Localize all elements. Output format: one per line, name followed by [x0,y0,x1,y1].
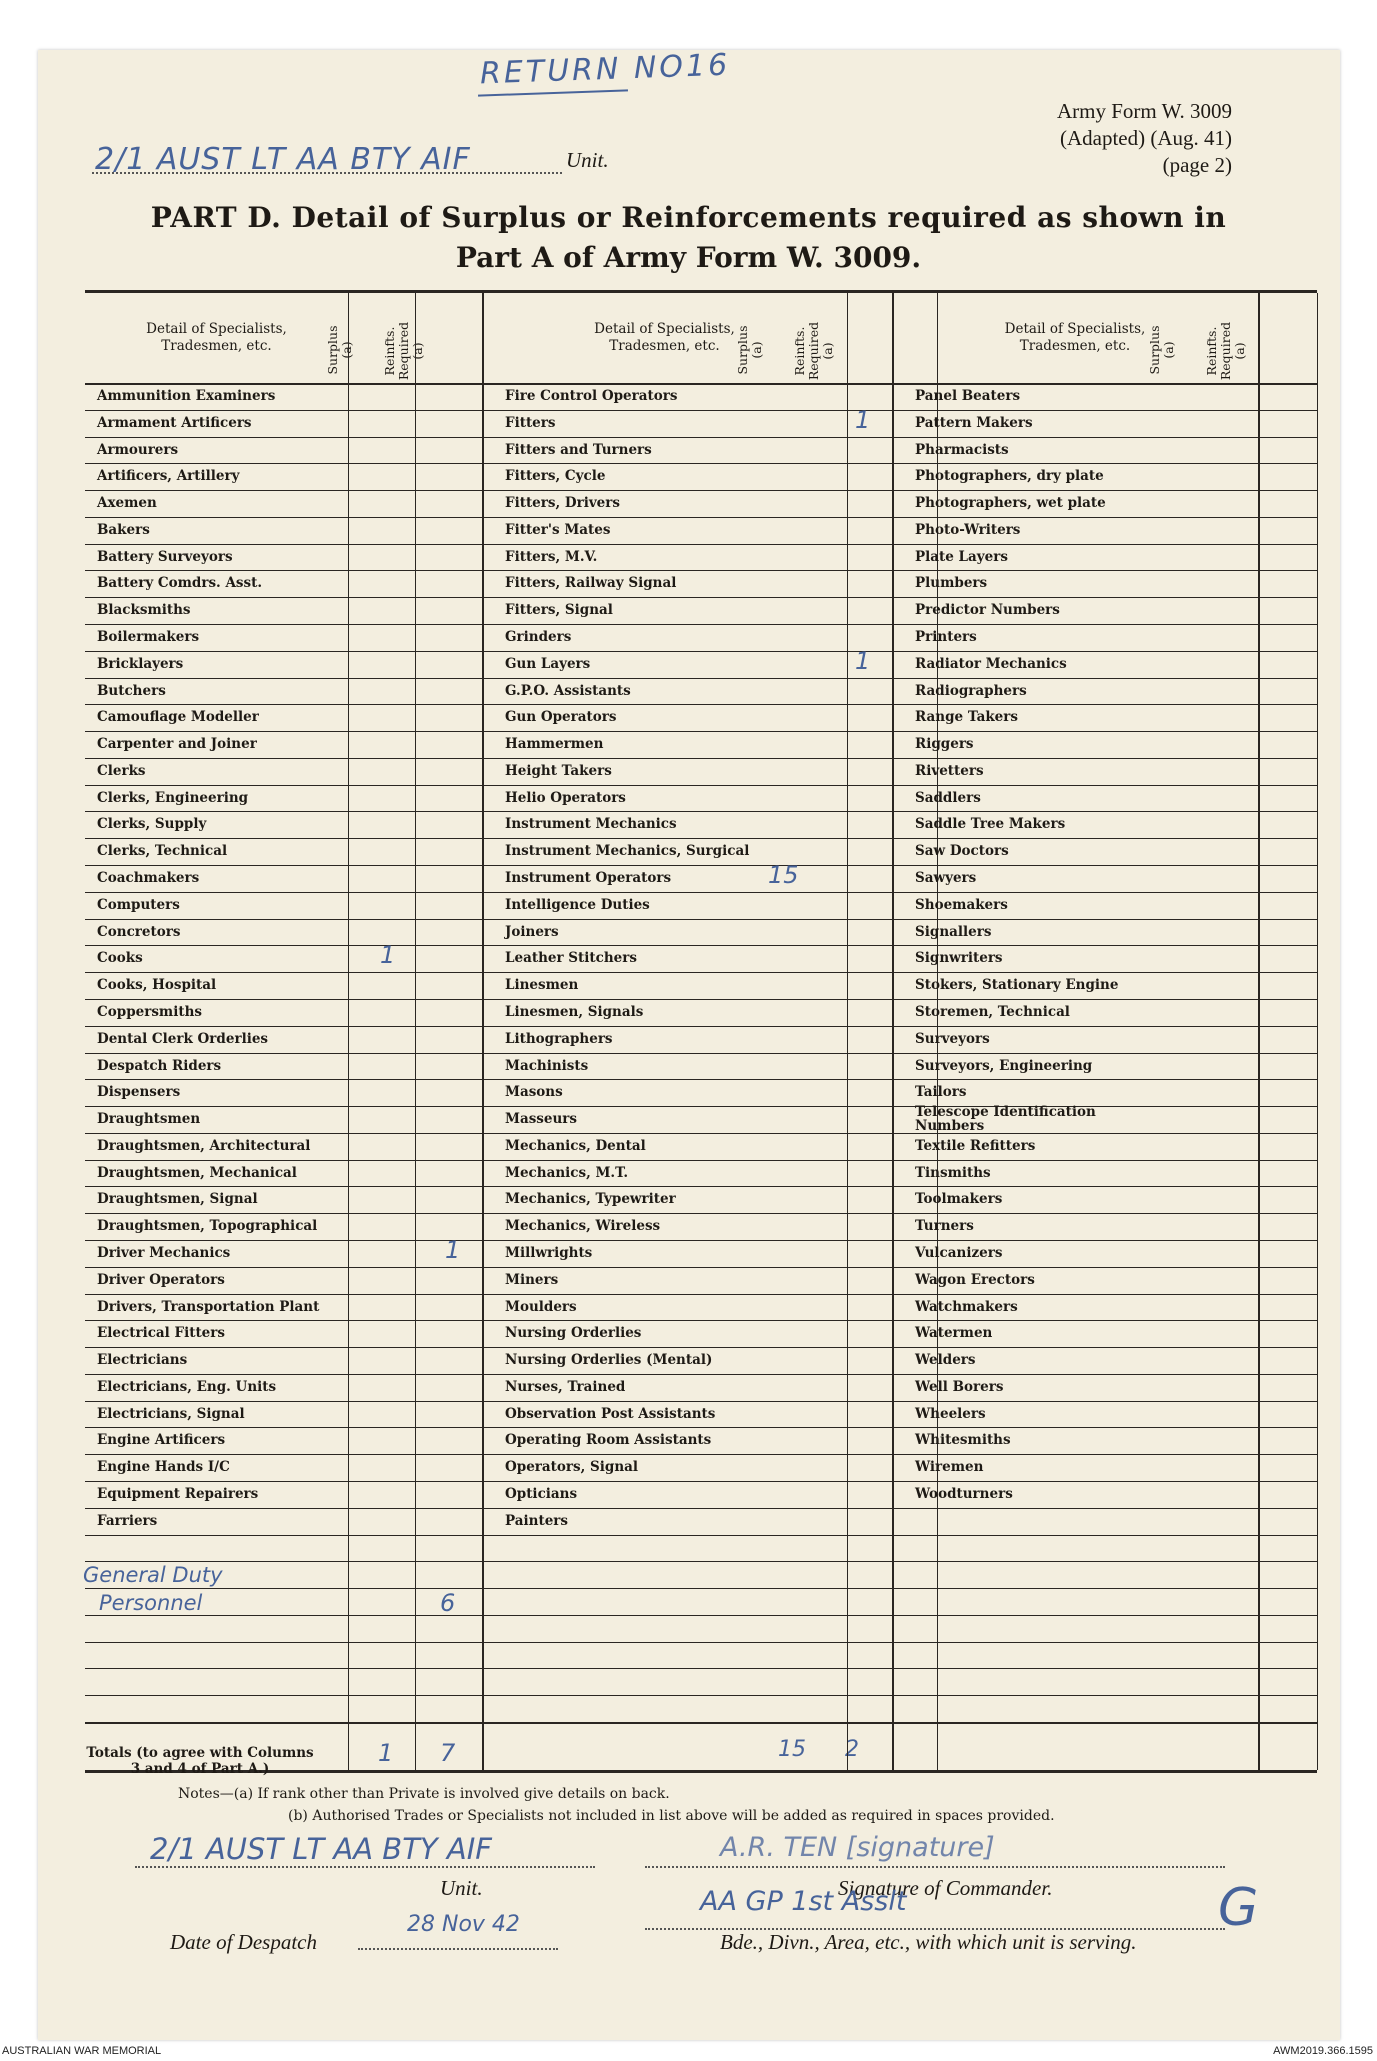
trade-col3-row: Watermen [915,1325,993,1342]
trade-col2-row: Masons [505,1084,563,1101]
trade-col1-row: Electricians, Signal [97,1405,245,1422]
row-rule [85,972,1317,973]
trade-col2-row: Fitters, M.V. [505,548,598,565]
trade-col3-row: Saddlers [915,789,981,806]
trade-col3-row: Plumbers [915,575,988,592]
signature-label: Signature of Commander. [838,1876,1053,1900]
column-rule [482,293,484,1770]
formation-handwriting: AA GP 1st Asslt [700,1886,907,1917]
trade-col3-row: Radiographers [915,682,1027,699]
trade-col1-row: Draughtsmen, Architectural [97,1137,311,1154]
footer-unit-label: Unit. [440,1876,483,1900]
total-col2-reinf: 2 [845,1737,859,1762]
row-rule [85,838,1317,839]
trade-col3-row: Surveyors, Engineering [915,1057,1093,1074]
trade-col2-row: Joiners [505,923,559,940]
column-rule [892,293,894,1770]
header-rule [85,383,1317,385]
trade-col1-row: Dispensers [97,1084,181,1101]
trade-col2-row: Lithographers [505,1030,613,1047]
trade-col2-row: Fire Control Operators [505,388,678,404]
trade-col3-row: Well Borers [915,1378,1004,1395]
trade-col2-row: Painters [505,1512,569,1529]
initials-handwriting: G [1218,1878,1259,1938]
row-rule [85,999,1317,1000]
trade-col3-row: Rivetters [915,762,984,779]
row-rule [85,919,1317,920]
row-rule [85,651,1317,652]
trade-col3-row: Tailors [915,1084,967,1101]
unit-dotted-line [92,172,562,174]
column-rule [1258,293,1260,1770]
row-rule [85,1240,1317,1241]
trade-col1-row: Cooks, Hospital [97,977,217,994]
trade-col2-row: Operating Room Assistants [505,1432,712,1449]
trade-col1-row: Clerks, Technical [97,843,228,860]
entry-reinf-mark: 1 [855,646,871,675]
reinf-sub: (a) [410,342,425,360]
trade-col3-row: Woodturners [915,1485,1013,1502]
row-rule [85,1695,1317,1696]
archive-credits [0,2044,1377,2061]
col1-header-line1: Detail of Specialists, [146,321,287,337]
note-b: (b) Authorised Trades or Specialists not included in list above will be added as required in spaces provided. [288,1808,1055,1824]
trade-col1-row: Coppersmiths [97,1003,202,1020]
commander-signature: A.R. TEN [signature] [720,1832,995,1863]
column-rule [348,293,349,1770]
trade-col1-row: Draughtsmen, Mechanical [97,1164,297,1181]
row-rule [85,570,1317,571]
row-rule [85,1668,1317,1669]
trade-col2-row: Nurses, Trained [505,1378,626,1395]
trade-col1-row: Driver Operators [97,1271,225,1288]
trade-col2-row: Nursing Orderlies (Mental) [505,1352,713,1369]
row-rule [85,945,1317,946]
column-rule [1317,293,1318,1770]
trade-col1-row: Battery Comdrs. Asst. [97,575,263,592]
trade-col1-row: Blacksmiths [97,602,191,619]
despatch-line [358,1948,558,1950]
trade-col1-row: Electricians [97,1352,188,1369]
title-line-1: PART D. Detail of Surplus or Reinforcements required as shown in [150,201,1227,234]
row-rule [85,811,1317,812]
surplus-label: Surplus [735,325,750,375]
trade-col2-row: Fitters, Signal [505,602,613,619]
row-rule [85,624,1317,625]
col2-surplus-header [736,320,766,380]
trade-col1-row: Electricians, Eng. Units [97,1378,277,1395]
trade-col3-row: Telescope Identification Numbers [915,1104,1096,1135]
row-rule [85,1186,1317,1187]
row-rule [85,1508,1317,1509]
row-rule [85,544,1317,545]
row-rule [85,785,1317,786]
trade-col3-row: Signwriters [915,950,1003,967]
col3-surplus-header [1148,320,1178,380]
trade-col2-row: Linesmen [505,977,579,994]
general-duty-line1: General Duty [83,1563,223,1587]
row-rule [85,1267,1317,1268]
trade-col1-row: Cooks [97,950,143,967]
trade-col2-row: Fitters, Railway Signal [505,575,677,592]
trade-col3-row: Photo-Writers [915,521,1021,538]
row-rule [85,731,1317,732]
trade-col1-row: Ammunition Examiners [97,388,276,404]
trade-col1-row: Engine Hands I/C [97,1459,230,1476]
total-col1-reinf: 7 [440,1739,456,1767]
reinf-label: Reinfts. [382,326,397,376]
form-reference [1057,98,1232,179]
surplus-sub: (a) [339,341,354,359]
col1-header-line2: Tradesmen, etc. [161,338,272,354]
return-number-handwriting: RETURN NO16 [479,47,731,92]
surplus-sub: (a) [1161,341,1176,359]
trade-col3-row: Pharmacists [915,441,1009,458]
despatch-date-handwriting: 28 Nov 42 [407,1912,520,1937]
trade-col3-row: Sawyers [915,870,977,887]
row-rule [85,1347,1317,1348]
entry-surplus-mark: 15 [768,861,799,890]
column-rule [847,293,848,1770]
trade-col3-row: Wagon Erectors [915,1271,1035,1288]
trade-col2-row: Intelligence Duties [505,896,650,913]
trade-col1-row: Dental Clerk Orderlies [97,1030,269,1047]
trade-col3-row: Range Takers [915,709,1018,726]
row-rule [85,1374,1317,1375]
trade-col3-row: Panel Beaters [915,388,1021,404]
trade-col1-row: Boilermakers [97,629,200,646]
col1-surplus-header [326,320,356,380]
title-line-2: Part A of Army Form W. 3009. [455,241,922,274]
trade-col2-row: Gun Operators [505,709,617,726]
trade-col1-row: Coachmakers [97,870,200,887]
trade-col1-row: Axemen [97,495,157,512]
row-rule [85,892,1317,893]
trade-col2-row: Linesmen, Signals [505,1003,644,1020]
footer-unit-line [135,1866,595,1868]
trade-col2-row: Machinists [505,1057,589,1074]
note-a: Notes—(a) If rank other than Private is involved give details on back. [178,1786,670,1802]
trade-col2-row: Moulders [505,1298,577,1315]
trade-col1-row: Battery Surveyors [97,548,233,565]
col2-reinf-header [793,311,837,391]
col2-header-line2: Tradesmen, etc. [609,338,720,354]
entry-reinf-mark: 1 [445,1235,461,1264]
trade-col1-row: Butchers [97,682,166,699]
trade-col3-row: Welders [915,1352,976,1369]
trade-col3-row: Storemen, Technical [915,1003,1070,1020]
surplus-sub: (a) [749,341,764,359]
trade-col1-row: Farriers [97,1512,158,1529]
trade-col2-row: Mechanics, M.T. [505,1164,629,1181]
col3-header-line1: Detail of Specialists, [1004,321,1146,337]
trade-col3-row: Pattern Makers [915,414,1033,431]
trade-col3-row: Signallers [915,923,992,940]
footer-unit-handwriting: 2/1 AUST LT AA BTY AIF [150,1832,492,1866]
row-rule [85,1106,1317,1107]
trade-col3-row: Textile Refitters [915,1137,1036,1154]
trade-col3-row: Wheelers [915,1405,986,1422]
trade-col3-row: Saw Doctors [915,843,1009,860]
trade-col2-row: Fitters, Cycle [505,468,606,485]
reinf-label-2: Required [806,321,821,381]
trade-col2-row: Opticians [505,1485,578,1502]
credit-left: AUSTRALIAN WAR MEMORIAL [2,2045,162,2057]
row-rule [85,758,1317,759]
trade-col2-row: G.P.O. Assistants [505,682,631,699]
trade-col1-row: Carpenter and Joiner [97,736,257,753]
trade-col3-row: Predictor Numbers [915,602,1060,619]
row-rule [85,597,1317,598]
trade-col3-row: Printers [915,629,977,646]
trade-col3-row: Vulcanizers [915,1244,1003,1261]
trade-col2-row: Instrument Mechanics, Surgical [505,843,750,860]
row-rule [85,1535,1317,1536]
row-rule [85,1722,1317,1724]
row-rule [85,1588,1317,1589]
trade-col1-row: Concretors [97,923,181,940]
trade-col2-row: Instrument Operators [505,870,672,887]
col3-header-line2: Tradesmen, etc. [1019,338,1131,354]
signature-line [645,1866,1225,1868]
trade-col2-row: Fitter's Mates [505,521,611,538]
trade-col2-row: Millwrights [505,1244,593,1261]
row-rule [85,1615,1317,1616]
trade-col2-row: Gun Layers [505,655,591,672]
trade-col1-row: Draughtsmen, Topographical [97,1218,318,1235]
trade-col3-row: Toolmakers [915,1191,1003,1208]
row-rule [85,1213,1317,1214]
row-rule [85,1481,1317,1482]
trade-col3-row: Photographers, dry plate [915,468,1104,485]
trade-col1-row: Bricklayers [97,655,184,672]
trade-col2-row: Mechanics, Typewriter [505,1191,676,1208]
row-rule [85,678,1317,679]
col1-header [85,321,348,355]
row-rule [85,1642,1317,1643]
row-rule [85,1401,1317,1402]
trade-col3-row: Stokers, Stationary Engine [915,977,1119,994]
trade-col2-row: Leather Stitchers [505,950,637,967]
trade-col1-row: Engine Artificers [97,1432,226,1449]
trade-col1-row: Bakers [97,521,150,538]
trade-col1-row: Camouflage Modeller [97,709,259,726]
trade-col1-row: Artificers, Artillery [97,468,240,485]
general-duty-line2: Personnel [99,1591,203,1615]
form-edition: (Adapted) (Aug. 41) [1059,126,1232,150]
credit-right: AWM2019.366.1595 [1273,2045,1373,2057]
trade-col3-row: Watchmakers [915,1298,1018,1315]
row-rule [85,1294,1317,1295]
trade-col1-row: Despatch Riders [97,1057,222,1074]
trade-col1-row: Armament Artificers [97,414,252,431]
row-rule [85,463,1317,464]
row-rule [85,490,1317,491]
reinf-label: Reinfts. [1204,326,1219,376]
trade-col1-row: Armourers [97,441,179,458]
row-rule [85,1079,1317,1080]
trade-col2-row: Grinders [505,629,572,646]
trade-col3-row: Wiremen [915,1459,984,1476]
trade-col1-row: Clerks [97,762,146,779]
trade-col1-row: Electrical Fitters [97,1325,225,1342]
row-rule [85,1160,1317,1161]
trade-col3-row: Riggers [915,736,974,753]
totals-label: Totals (to agree with Columns 3 and 4 of Part A.) [86,1745,314,1777]
trade-col3-row: Turners [915,1218,974,1235]
row-rule [85,1320,1317,1321]
trade-col2-row: Height Takers [505,762,612,779]
trade-col3-row: Tinsmiths [915,1164,991,1181]
reinf-label-2: Required [396,321,411,381]
trade-col2-row: Operators, Signal [505,1459,639,1476]
trade-col2-row: Mechanics, Dental [505,1137,646,1154]
trade-col2-row: Nursing Orderlies [505,1325,642,1342]
trade-col1-row: Equipment Repairers [97,1485,259,1502]
trade-col2-row: Miners [505,1271,559,1288]
trade-col1-row: Drivers, Transportation Plant [97,1298,320,1315]
total-col1-surplus: 1 [378,1739,394,1767]
reinf-sub: (a) [1232,342,1247,360]
trade-col1-row: Clerks, Supply [97,816,207,833]
trade-col2-row: Fitters, Drivers [505,495,620,512]
surplus-label: Surplus [325,325,340,375]
trade-col2-row: Mechanics, Wireless [505,1218,661,1235]
total-col2-surplus: 15 [778,1737,806,1762]
trade-col3-row: Photographers, wet plate [915,495,1106,512]
col1-reinf-header [383,311,427,391]
unit-handwriting: 2/1 AUST LT AA BTY AIF [95,142,471,177]
reinf-sub: (a) [820,342,835,360]
row-rule [85,1427,1317,1428]
trade-col2-row: Fitters [505,414,556,431]
specialists-table [83,290,1317,1777]
entry-surplus-mark: 1 [380,941,396,970]
despatch-label: Date of Despatch [170,1930,317,1954]
col3-reinf-header [1205,311,1249,391]
row-rule [85,1133,1317,1134]
row-rule [85,865,1317,866]
trade-col2-row: Hammermen [505,736,604,753]
trade-col2-row: Helio Operators [505,789,626,806]
row-rule [85,1454,1317,1455]
trade-col2-row: Masseurs [505,1111,578,1128]
column-rule [415,293,416,1770]
entry-reinf-mark: 1 [855,405,871,434]
formation-label: Bde., Divn., Area, etc., with which unit is serving. [720,1930,1137,1954]
trade-col2-row: Observation Post Assistants [505,1405,716,1422]
trade-col3-row: Shoemakers [915,896,1008,913]
reinf-label-2: Required [1218,321,1233,381]
trade-col1-row: Clerks, Engineering [97,789,249,806]
reinf-label: Reinfts. [792,326,807,376]
row-rule [85,1026,1317,1027]
row-rule [85,1561,1317,1562]
trade-col3-row: Whitesmiths [915,1432,1011,1449]
trade-col1-row: Driver Mechanics [97,1244,231,1261]
form-number: Army Form W. 3009 [1056,99,1232,123]
col2-header-line1: Detail of Specialists, [594,321,735,337]
trade-col3-row: Radiator Mechanics [915,655,1067,672]
general-duty-reinf: 6 [440,1589,456,1617]
unit-label: Unit. [566,148,609,172]
trade-col3-row: Saddle Tree Makers [915,816,1066,833]
trade-col1-row: Computers [97,896,180,913]
trade-col2-row: Fitters and Turners [505,441,652,458]
trade-col1-row: Draughtsmen [97,1111,201,1128]
trade-col1-row: Draughtsmen, Signal [97,1191,258,1208]
row-rule [85,410,1317,411]
trade-col2-row: Instrument Mechanics [505,816,677,833]
form-page: (page 2) [1162,153,1232,177]
row-rule [85,437,1317,438]
row-rule [85,517,1317,518]
row-rule [85,1053,1317,1054]
trade-col3-row: Plate Layers [915,548,1008,565]
row-rule [85,704,1317,705]
trade-col3-row: Surveyors [915,1030,990,1047]
form-title [0,198,1377,278]
surplus-label: Surplus [1147,325,1162,375]
